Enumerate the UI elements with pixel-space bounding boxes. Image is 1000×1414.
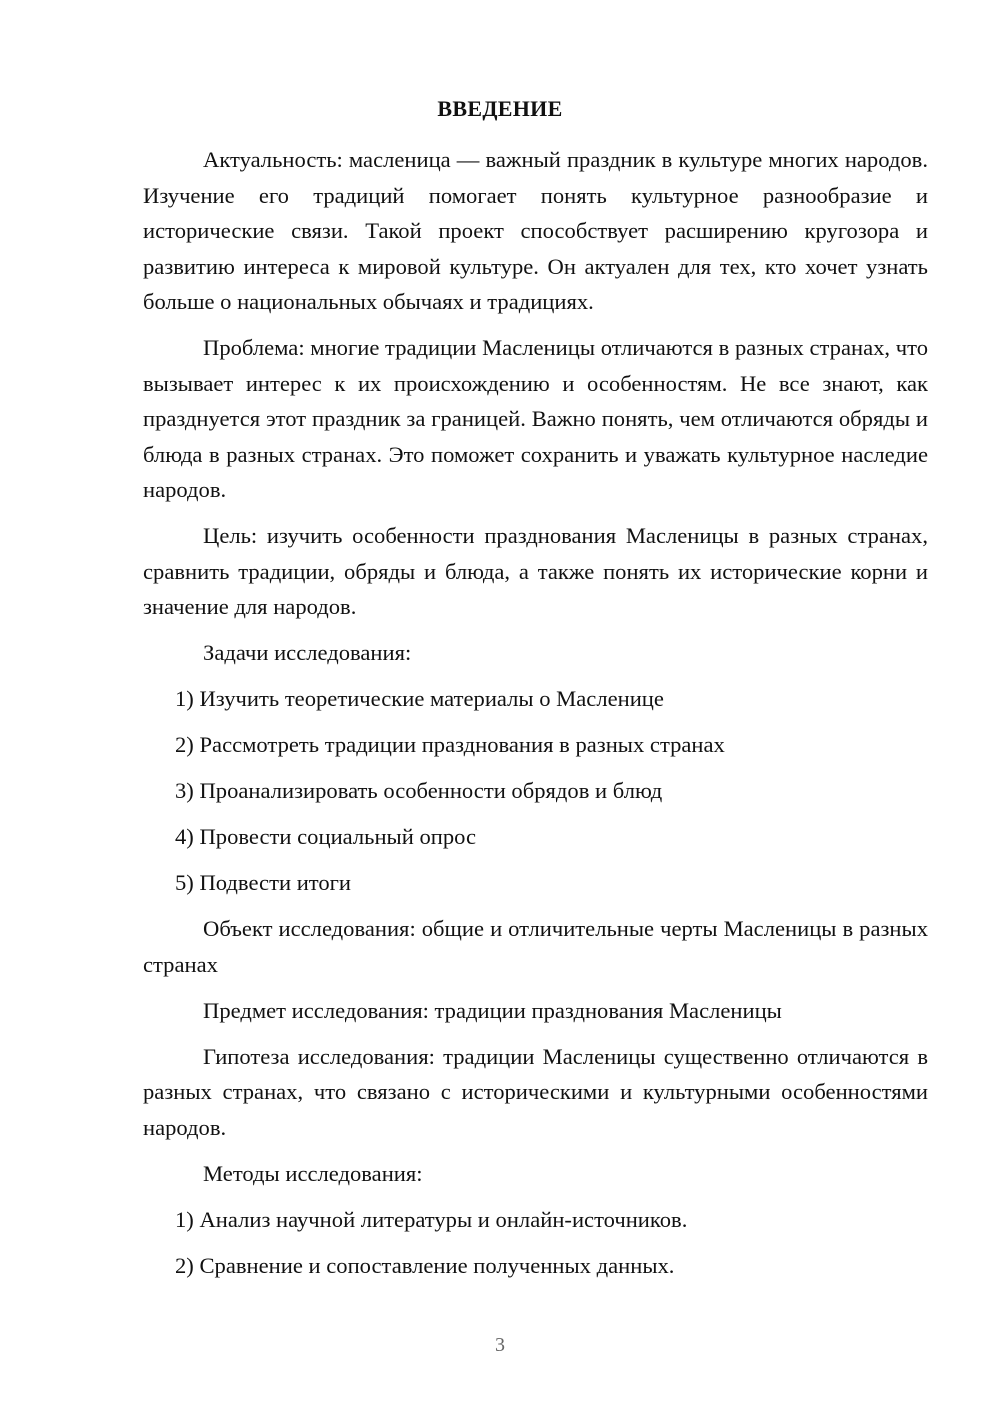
task-item-2: 2) Рассмотреть традиции празднования в разных странах xyxy=(175,732,725,757)
page-number: 3 xyxy=(495,1334,505,1356)
task-item-5: 5) Подвести итоги xyxy=(175,870,352,895)
relevance-paragraph: Актуальность: масленица — важный праздник в культуре многих народов. Изучение его традиций помогает понять культурное разнообразие и исторические связи. Такой проект способствует расширению кругозора и развитию интереса к мировой культуре. Он актуален для тех, кто хочет узнать больше о национальных обычаях и традициях. xyxy=(143,147,928,314)
task-item-3: 3) Проанализировать особенности обрядов и блюд xyxy=(175,778,663,803)
object-paragraph: Объект исследования: общие и отличительные черты Масленицы в разных странах xyxy=(143,916,928,977)
tasks-heading: Задачи исследования: xyxy=(203,640,412,665)
task-item-1: 1) Изучить теоретические материалы о Масленице xyxy=(175,686,664,711)
document-body xyxy=(143,142,928,1294)
subject-paragraph: Предмет исследования: традиции празднования Масленицы xyxy=(203,997,782,1023)
task-item-4: 4) Провести социальный опрос xyxy=(175,824,477,849)
page-title: ВВЕДЕНИЕ xyxy=(437,96,563,121)
methods-heading: Методы исследования: xyxy=(203,1160,423,1186)
method-item-2: 2) Сравнение и сопоставление полученных данных. xyxy=(175,1252,675,1278)
problem-paragraph: Проблема: многие традиции Масленицы отличаются в разных странах, что вызывает интерес к их происхождению и особенностям. Не все знают, как празднуется этот праздник за границей. Важно понять, чем отличаются обряды и блюда в разных странах. Это поможет сохранить и уважать культурное наследие народов. xyxy=(143,335,928,502)
goal-paragraph: Цель: изучить особенности празднования Масленицы в разных странах, сравнить традиции, обряды и блюда, а также понять их исторические корни и значение для народов. xyxy=(143,523,928,619)
hypothesis-paragraph: Гипотеза исследования: традиции Масленицы существенно отличаются в разных странах, что связано с историческими и культурными особенностями народов. xyxy=(143,1043,928,1140)
method-item-1: 1) Анализ научной литературы и онлайн-источников. xyxy=(175,1206,688,1232)
